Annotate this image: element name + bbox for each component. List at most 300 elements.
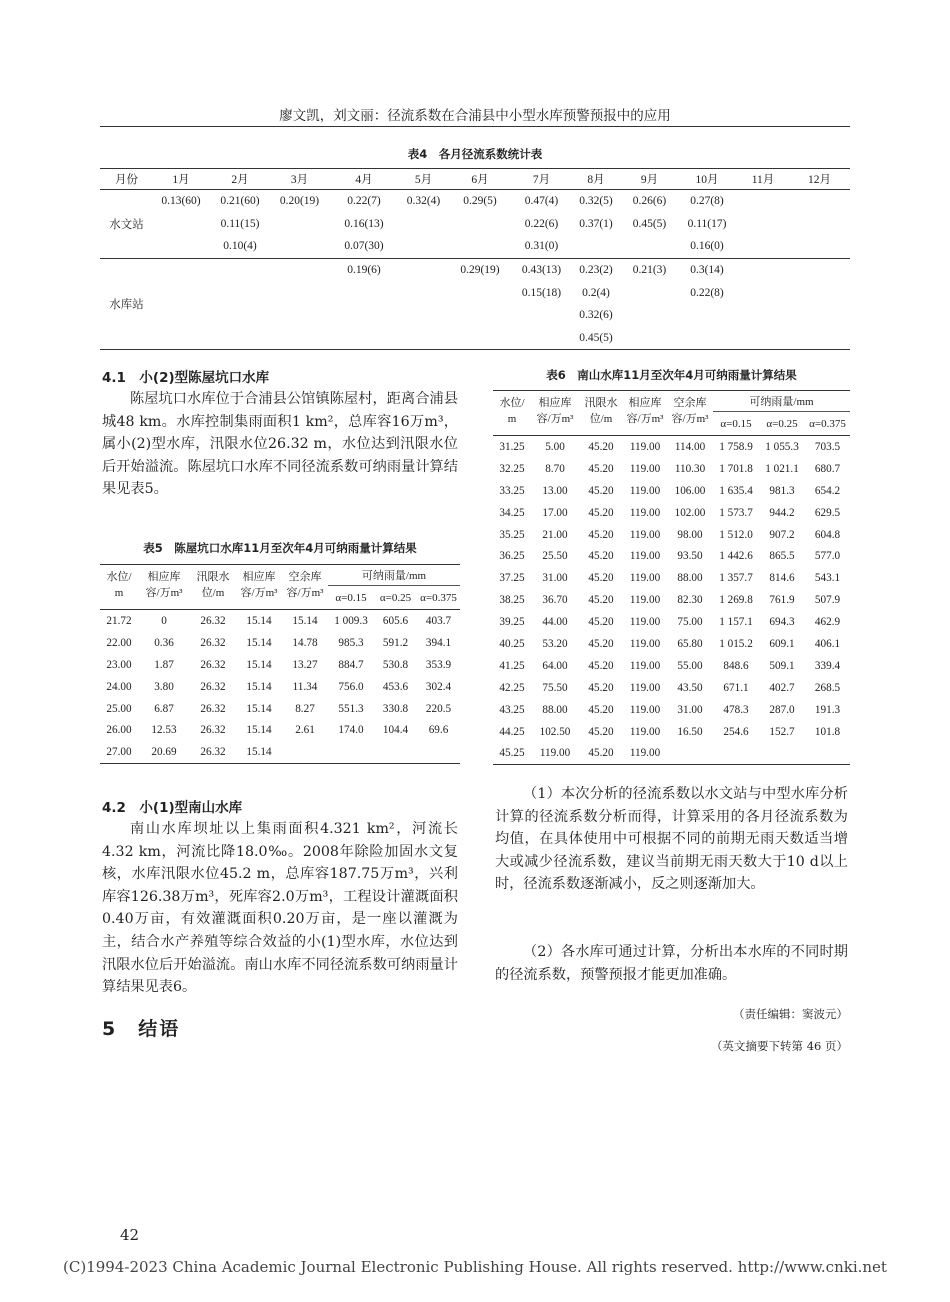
table6-header-line: 空余库 — [673, 397, 707, 409]
table4-header-cell: 11月 — [737, 169, 789, 190]
table6-cell: 93.50 — [677, 550, 703, 563]
table5-cell: 985.3 — [338, 636, 364, 649]
table5-cell: 26.32 — [200, 658, 226, 671]
table5-cell: 20.69 — [138, 741, 190, 763]
table6-cell: 38.25 — [499, 594, 525, 607]
table6-cell: 402.7 — [769, 681, 795, 694]
table4-cell — [737, 327, 789, 350]
table5-cell: 1 009.3 — [334, 614, 368, 627]
table4-cell: 0.29(5) — [447, 190, 513, 213]
table4-cell: 0.32(6) — [579, 309, 613, 322]
table4-cell — [789, 281, 850, 304]
table5-cell: 605.6 — [382, 614, 409, 627]
table4-cell — [447, 235, 513, 258]
table6-cell: 254.6 — [723, 725, 749, 738]
table5-cell: 884.7 — [338, 658, 364, 671]
table6-cell: 45.20 — [588, 484, 614, 497]
table4-cell — [447, 327, 513, 350]
table6-cell: 119.00 — [629, 659, 661, 672]
section-4-1-title: 4.1 小(2)型陈屋坑口水库 — [102, 370, 270, 386]
table5-cell: 302.4 — [425, 680, 452, 693]
table6-row — [493, 524, 850, 546]
table4-cell — [789, 258, 850, 281]
table6-cell: 45.20 — [588, 462, 614, 475]
table4-cell: 0.47(4) — [513, 190, 570, 213]
table4-cell — [153, 304, 209, 327]
table6-cell: 53.20 — [542, 637, 568, 650]
table4-cell: 0.32(4) — [400, 190, 447, 213]
table6-cell: 17.00 — [542, 506, 568, 519]
table5-cell: 26.32 — [200, 614, 226, 627]
table6-row — [493, 480, 850, 502]
table5-cell — [282, 741, 328, 763]
table4-cell — [622, 327, 677, 350]
table5-cell: 174.0 — [338, 724, 364, 737]
table4-cell: 0.10(4) — [223, 240, 257, 253]
table6-cell: 45.20 — [588, 550, 614, 563]
table5-caption: 表5 陈屋坑口水库11月至次年4月可纳雨量计算结果 — [143, 541, 417, 555]
table6-cell: 44.25 — [499, 725, 525, 738]
table4-cell — [513, 304, 570, 327]
copyright-footer: (C)1994-2023 China Academic Journal Electronic Publishing House. All rights reserved. http://www.cnki.net — [63, 1258, 887, 1276]
table5-header-line: 汛限水 — [196, 571, 230, 583]
table5-alpha-header: α=0.375 — [417, 586, 460, 610]
table5-cell: 0.36 — [154, 636, 174, 649]
table6-cell: 191.3 — [814, 703, 841, 716]
table5-header-line: 相应库 — [242, 571, 276, 583]
table6-cell: 37.25 — [499, 572, 525, 585]
table6-cell: 8.70 — [545, 462, 565, 475]
table5-header-empty — [282, 565, 328, 610]
table6-cell: 119.00 — [629, 637, 661, 650]
table5-header-line: 容/万m³ — [145, 587, 183, 599]
table4-cell: 0.37(1) — [579, 217, 613, 230]
table6-cell: 1 701.8 — [719, 462, 753, 475]
table4-row — [100, 190, 850, 213]
table4 — [100, 168, 850, 350]
page-number: 42 — [120, 1226, 140, 1244]
table4-cell: 0.19(6) — [328, 258, 400, 281]
table4-cell — [209, 281, 271, 304]
table5-cell: 530.8 — [382, 658, 409, 671]
table4-cell: 0.20(19) — [271, 190, 328, 213]
table5-cell: 26.32 — [200, 636, 226, 649]
table6-cell: 814.6 — [769, 572, 795, 585]
table4-header-cell: 4月 — [328, 169, 400, 190]
table4-cell — [622, 235, 677, 258]
table5-cell: 15.14 — [246, 702, 272, 715]
table4-cell — [789, 213, 850, 236]
table6-cell: 33.25 — [499, 484, 525, 497]
table5-cell — [417, 741, 460, 763]
table6-cell — [713, 742, 759, 764]
table4-header-cell: 10月 — [677, 169, 737, 190]
table4-row — [100, 213, 850, 236]
table4-cell — [789, 235, 850, 258]
table6-cell: 45.20 — [588, 659, 614, 672]
table5-cell: 1.87 — [154, 658, 174, 671]
table5-header-flood — [190, 565, 236, 610]
table5-cell: 15.14 — [246, 724, 272, 737]
table4-cell — [400, 281, 447, 304]
table6-cell: 36.70 — [542, 594, 568, 607]
table6-cell: 119.00 — [531, 742, 579, 764]
table4-cell: 0.2(4) — [582, 286, 610, 299]
table4-cell — [737, 235, 789, 258]
table4-cell — [400, 304, 447, 327]
table6-cell: 680.7 — [814, 462, 841, 475]
table6-cell: 1 269.8 — [719, 594, 753, 607]
table4-cell: 0.31(0) — [524, 240, 559, 253]
table6-cell: 119.00 — [629, 440, 661, 453]
table4-cell: 0.07(30) — [344, 240, 384, 253]
table4-cell — [622, 281, 677, 304]
table4-cell — [271, 281, 328, 304]
table4-cell: 0.16(0) — [690, 240, 724, 253]
table6-cell: 45.20 — [588, 703, 614, 716]
table5-header-line: 相应库 — [147, 571, 181, 583]
table6-cell: 45.20 — [588, 528, 614, 541]
table6-cell: 16.50 — [677, 725, 703, 738]
table6-cell: 119.00 — [629, 528, 661, 541]
table5-header-row — [100, 565, 460, 586]
table6-alpha-header: α=0.375 — [805, 412, 850, 436]
table6-cell: 41.25 — [499, 659, 525, 672]
section-5-title: 5 结语 — [102, 1018, 181, 1040]
table6-cell: 45.25 — [493, 742, 531, 764]
table6-cell: 944.2 — [769, 506, 795, 519]
table6-cell: 119.00 — [629, 594, 661, 607]
table6-cell: 865.5 — [769, 550, 795, 563]
table5-header-line: 容/万m³ — [286, 587, 324, 599]
table6-cell: 119.00 — [629, 484, 661, 497]
table6-cell: 110.30 — [674, 462, 706, 475]
table5-header-line: 水位/ — [106, 571, 132, 583]
table6-row — [493, 633, 850, 655]
table4-row — [100, 258, 850, 281]
table5-cell: 21.72 — [106, 614, 132, 627]
conclusion-paragraph-2: （2）各水库可通过计算，分析出本水库的不同时期的径流系数，预警预报才能更加准确。 — [495, 944, 848, 983]
table6-cell: 703.5 — [814, 440, 841, 453]
table6-cell: 45.20 — [588, 440, 614, 453]
table4-cell — [328, 304, 400, 327]
table5-cell: 330.8 — [382, 702, 409, 715]
table5-row — [100, 610, 460, 632]
table6-cell: 478.3 — [723, 703, 749, 716]
table6-cell: 106.00 — [674, 484, 706, 497]
table4-cell: 0.29(19) — [447, 258, 513, 281]
table5-cell: 353.9 — [425, 658, 452, 671]
table4-cell — [570, 235, 622, 258]
table4-cell — [209, 304, 271, 327]
table5-row — [100, 719, 460, 741]
table4-cell: 0.26(6) — [622, 190, 677, 213]
table4-header-cell: 12月 — [789, 169, 850, 190]
table6-row — [493, 589, 850, 611]
table6-cell: 102.50 — [539, 725, 571, 738]
table5-header-flood-storage — [236, 565, 282, 610]
table6-cell — [759, 742, 805, 764]
table5-header-level — [100, 565, 138, 610]
table4-cell — [677, 304, 737, 327]
table5-cell: 15.14 — [292, 614, 318, 627]
table6-cell: 21.00 — [542, 528, 568, 541]
table4-cell: 0.43(13) — [513, 258, 570, 281]
table6-header-line: 汛限水 — [584, 397, 618, 409]
table6-cell: 577.0 — [814, 550, 841, 563]
table5-row — [100, 698, 460, 720]
table6-cell: 629.5 — [814, 506, 841, 519]
table4-cell: 0.21(3) — [622, 258, 677, 281]
table6-cell: 32.25 — [499, 462, 525, 475]
table4-cell — [737, 304, 789, 327]
table4-cell — [153, 327, 209, 350]
table6-cell: 119.00 — [629, 725, 661, 738]
table4-cell: 0.22(7) — [328, 190, 400, 213]
table6-cell: 101.8 — [814, 725, 841, 738]
table6-header-line: 容/万m³ — [536, 413, 574, 425]
table6-cell: 43.25 — [499, 703, 525, 716]
table5-alpha-header: α=0.25 — [374, 586, 417, 610]
table6-cell: 1 015.2 — [719, 637, 753, 650]
table6-cell: 45.20 — [588, 637, 614, 650]
table6-cell: 119.00 — [629, 703, 661, 716]
table4-header-cell: 5月 — [400, 169, 447, 190]
table6-header-line: m — [507, 413, 517, 425]
table4-cell — [271, 304, 328, 327]
table6-alpha-header: α=0.25 — [759, 412, 805, 436]
table4-cell — [153, 281, 209, 304]
table6-cell: 88.00 — [542, 703, 568, 716]
table6-cell: 507.9 — [814, 594, 841, 607]
table6-cell: 1 512.0 — [719, 528, 753, 541]
table6-cell: 36.25 — [499, 550, 525, 563]
table6-cell: 5.00 — [545, 440, 565, 453]
table6-cell: 35.25 — [499, 528, 525, 541]
table6-cell: 25.50 — [542, 550, 568, 563]
table4-cell — [153, 235, 209, 258]
table6-cell: 654.2 — [814, 484, 841, 497]
table5-cell: 453.6 — [382, 680, 409, 693]
table5-cell: 24.00 — [106, 680, 132, 693]
table5-cell: 22.00 — [106, 636, 132, 649]
table6-cell: 45.20 — [588, 594, 614, 607]
table6-row — [493, 436, 850, 458]
table4-cell — [789, 304, 850, 327]
table6-cell: 543.1 — [814, 572, 841, 585]
table6-cell: 268.5 — [814, 681, 841, 694]
table5-cell: 403.7 — [425, 614, 452, 627]
table4-cell: 0.11(17) — [687, 217, 727, 230]
table4-header-cell: 2月 — [209, 169, 271, 190]
table5-header-line: 容/万m³ — [240, 587, 278, 599]
table6-header-level — [493, 391, 531, 436]
table5-cell: 394.1 — [425, 636, 452, 649]
table5-cell: 13.27 — [292, 658, 318, 671]
table6-cell: 119.00 — [629, 572, 661, 585]
table4-header-cell: 9月 — [622, 169, 677, 190]
table6-cell — [805, 742, 850, 764]
table5-cell: 220.5 — [425, 702, 452, 715]
table4-cell: 0.16(13) — [344, 217, 384, 230]
table6-cell: 1 357.7 — [719, 572, 753, 585]
table6-header-line: 位/m — [589, 413, 613, 425]
table6-cell: 694.3 — [769, 616, 795, 629]
table6-header-line: 容/万m³ — [626, 413, 664, 425]
table6-header-row — [493, 391, 850, 412]
table4-cell — [328, 281, 400, 304]
table4-cell: 0.45(5) — [632, 217, 667, 230]
table4-cell — [737, 281, 789, 304]
table6-header-line: 相应库 — [538, 397, 572, 409]
table4-cell: 0.11(15) — [220, 217, 260, 230]
table4-cell — [447, 281, 513, 304]
table6-cell: 609.1 — [769, 637, 795, 650]
table6-row — [493, 721, 850, 743]
table5-cell: 26.32 — [190, 741, 236, 763]
table6-cell: 65.80 — [677, 637, 703, 650]
table6-header-line: 水位/ — [499, 397, 525, 409]
table5-cell — [328, 741, 374, 763]
table5-cell: 3.80 — [154, 680, 174, 693]
table4-row — [100, 281, 850, 304]
table5-cell: 23.00 — [106, 658, 132, 671]
table6-cell: 339.4 — [814, 659, 841, 672]
table6-caption: 表6 南山水库11月至次年4月可纳雨量计算结果 — [546, 368, 797, 382]
table5-cell: 15.14 — [246, 658, 272, 671]
table4-cell — [209, 258, 271, 281]
table6-header-line: 相应库 — [628, 397, 662, 409]
table6-cell: 119.00 — [629, 462, 661, 475]
table4-cell: 0.22(6) — [524, 217, 559, 230]
table4-cell: 0.15(18) — [521, 286, 562, 299]
table6-header-line: 容/万m³ — [671, 413, 709, 425]
continued-note: （英文摘要下转第 46 页） — [711, 1039, 848, 1053]
table5-cell: 11.34 — [292, 680, 318, 693]
table5-cell: 12.53 — [151, 724, 177, 737]
table6-cell: 604.8 — [814, 528, 841, 541]
table6-cell: 287.0 — [769, 703, 795, 716]
table5 — [100, 564, 460, 764]
table4-cell — [737, 258, 789, 281]
table6-cell: 1 157.1 — [719, 616, 753, 629]
table4-cell: 0.23(2) — [570, 258, 622, 281]
table6-cell: 1 021.1 — [765, 462, 799, 475]
table6-row — [493, 677, 850, 699]
table6-row — [493, 742, 850, 764]
table4-cell — [153, 213, 209, 236]
table4-cell — [271, 235, 328, 258]
table5-cell: 27.00 — [100, 741, 138, 763]
table5-cell: 2.61 — [295, 724, 315, 737]
table4-cell — [153, 258, 209, 281]
table6-cell: 42.25 — [499, 681, 525, 694]
table4-cell: 0.3(14) — [677, 258, 737, 281]
table4-cell — [789, 327, 850, 350]
table4-row — [100, 235, 850, 258]
table6-cell: 45.20 — [588, 506, 614, 519]
table6-cell: 45.20 — [579, 742, 623, 764]
table5-header-storage — [138, 565, 190, 610]
conclusion-paragraph-1: （1）本次分析的径流系数以水文站与中型水库分析计算的径流系数分析而得，计算采用的各月径流系数为均值，在具体使用中可根据不同的前期无雨天数适当增大或减少径流系数，建议当前期无雨天数大于10 d以上时，径流系数逐渐减小，反之则逐渐加大。 — [495, 786, 848, 893]
table5-cell: 0 — [161, 614, 167, 627]
table5-cell: 26.32 — [200, 680, 226, 693]
table5-header-line: m — [114, 587, 124, 599]
table6-cell: 1 055.3 — [765, 440, 799, 453]
table6-cell: 75.00 — [677, 616, 703, 629]
table4-header-cell: 7月 — [513, 169, 570, 190]
table6-header-flood — [579, 391, 623, 436]
table4-cell — [400, 258, 447, 281]
table6-cell: 75.50 — [542, 681, 568, 694]
table4-header-cell: 6月 — [447, 169, 513, 190]
header-rule — [100, 126, 850, 127]
table4-cell — [271, 258, 328, 281]
table6-cell: 671.1 — [723, 681, 749, 694]
table6-cell: 55.00 — [677, 659, 703, 672]
table4-cell — [400, 235, 447, 258]
table6-cell: 406.1 — [814, 637, 841, 650]
table6-cell: 981.3 — [769, 484, 795, 497]
table4-cell — [447, 213, 513, 236]
table5-cell — [374, 741, 417, 763]
table5-cell: 26.00 — [106, 724, 132, 737]
table6-cell: 462.9 — [814, 616, 841, 629]
table4-row — [100, 304, 850, 327]
table4-group-label: 水文站 — [100, 190, 153, 259]
table5-cell: 69.6 — [428, 724, 449, 737]
table4-header-cell: 月份 — [100, 169, 153, 190]
table4-row — [100, 327, 850, 350]
table6-cell: 43.50 — [677, 681, 703, 694]
table6-cell: 31.00 — [677, 703, 703, 716]
table6-cell: 907.2 — [769, 528, 795, 541]
table5-header-rain-group: 可纳雨量/mm — [328, 565, 460, 586]
table6-cell: 1 442.6 — [719, 550, 753, 563]
table6-cell: 45.20 — [588, 572, 614, 585]
table6-header-storage — [531, 391, 579, 436]
table6-cell: 45.20 — [588, 681, 614, 694]
table6-cell: 45.20 — [588, 616, 614, 629]
table6-row — [493, 502, 850, 524]
table4-cell — [737, 190, 789, 213]
table4-header-cell: 1月 — [153, 169, 209, 190]
table4-cell — [513, 327, 570, 350]
table6-cell: 98.00 — [677, 528, 703, 541]
table4-cell — [328, 327, 400, 350]
table5-cell: 26.32 — [200, 702, 226, 715]
table5-cell: 15.14 — [246, 614, 272, 627]
table6-row — [493, 611, 850, 633]
table6-row — [493, 545, 850, 567]
editor-note: （责任编辑：窦波元） — [733, 1007, 848, 1021]
table6-cell: 848.6 — [723, 659, 749, 672]
table6-cell: 13.00 — [542, 484, 568, 497]
table5-cell: 6.87 — [154, 702, 174, 715]
table4-cell — [209, 327, 271, 350]
table4-cell: 0.45(5) — [570, 327, 622, 350]
table4-cell — [271, 327, 328, 350]
table4-caption: 表4 各月径流系数统计表 — [407, 147, 543, 161]
section-4-1-paragraph: 陈屋坑口水库位于合浦县公馆镇陈屋村，距离合浦县城48 km。水库控制集雨面积1 km²，总库容16万m³，属小(2)型水库，汛限水位26.32 m，水位达到汛限水位后开始溢流。陈屋坑口水库不同径流系数可纳雨量计算结果见表5。 — [102, 391, 458, 498]
table4-cell: 0.22(8) — [690, 286, 724, 299]
table5-cell: 14.78 — [292, 636, 318, 649]
table6-cell: 761.9 — [769, 594, 795, 607]
table6-cell: 114.00 — [674, 440, 706, 453]
table5-row — [100, 632, 460, 654]
table4-cell — [789, 190, 850, 213]
table4-group-label: 水库站 — [100, 258, 153, 349]
